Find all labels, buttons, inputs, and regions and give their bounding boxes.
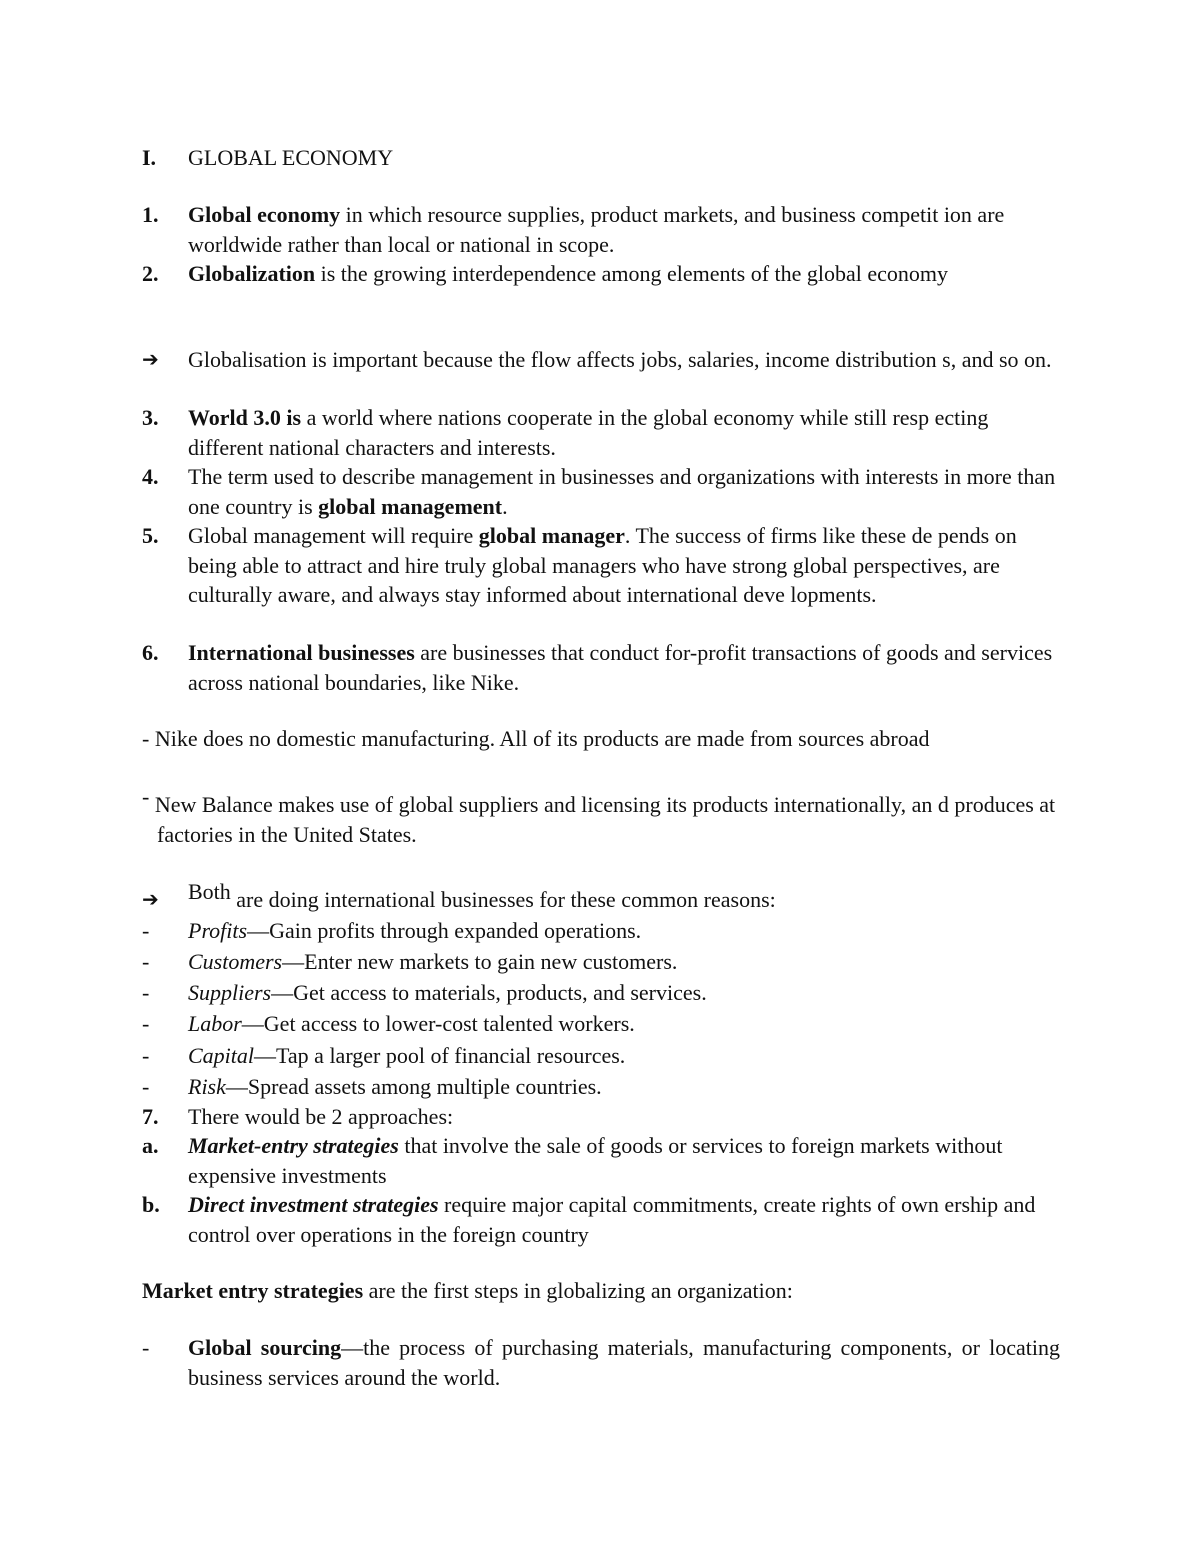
arrow-right-icon: ➔ xyxy=(142,347,159,371)
item-text: There would be 2 approaches: xyxy=(188,1104,454,1129)
reason-desc: —Tap a larger pool of financial resources. xyxy=(254,1043,626,1068)
dash-marker: - xyxy=(142,1011,150,1036)
section-heading xyxy=(142,143,1060,173)
term-direct-investment-strategies: Direct investment strategies xyxy=(188,1192,439,1217)
arrow-right-icon: ➔ xyxy=(142,887,159,911)
term-global-sourcing: Global sourcing xyxy=(188,1335,342,1360)
item-number: 5. xyxy=(142,523,159,548)
paragraph-text: are the first steps in globalizing an organization: xyxy=(363,1278,793,1303)
item-text: in which resource supplies, product markets, and business competit ion are worldwide rather than local or national in scope. xyxy=(188,202,1005,257)
global-sourcing-item xyxy=(142,1333,1060,1392)
item-text: Global management will require xyxy=(188,523,479,548)
reason-customers xyxy=(142,947,1060,977)
term-global-economy: Global economy xyxy=(188,202,341,227)
list-item-7 xyxy=(142,1102,1060,1132)
item-number: 2. xyxy=(142,261,159,286)
item-text: is the growing interdependence among elements of the global economy xyxy=(315,261,949,286)
item-text-end: . The success of firms like these de pends on being able to attract and hire truly global managers who have strong global perspectives, are culturally aware, and always stay informed about international deve lopments. xyxy=(188,523,1017,607)
item-text: —the process of purchasing materials, manufacturing components, or locating business services around the world. xyxy=(188,1335,1060,1390)
arrow-note-globalisation xyxy=(142,345,1060,375)
both-word: Both xyxy=(188,879,231,904)
dash-marker: - xyxy=(142,1335,150,1360)
reason-profits xyxy=(142,916,1060,946)
reason-labor xyxy=(142,1009,1060,1039)
section-title: GLOBAL ECONOMY xyxy=(188,145,394,170)
dash-marker: - xyxy=(142,1074,150,1099)
reason-desc: —Gain profits through expanded operations. xyxy=(247,918,642,943)
list-item-1 xyxy=(142,200,1060,259)
dash-marker: - xyxy=(142,980,150,1005)
item-letter: a. xyxy=(142,1133,159,1158)
term-market-entry: Market entry strategies xyxy=(142,1278,364,1303)
new-balance-text: New Balance makes use of global suppliers and licensing its products internationally, an d produces at factories in the United States. xyxy=(149,792,1056,847)
reason-term: Suppliers xyxy=(188,980,272,1005)
item-text-end: . xyxy=(502,493,508,519)
reason-risk xyxy=(142,1072,1060,1102)
list-item-6 xyxy=(142,638,1060,697)
reason-suppliers xyxy=(142,978,1060,1008)
item-number: 4. xyxy=(142,464,159,489)
item-text: The term used to describe management in businesses and organizations with interests in more than one country is xyxy=(188,464,1056,519)
item-number: 7. xyxy=(142,1104,159,1129)
dash-marker: - xyxy=(142,1043,150,1068)
item-number: 1. xyxy=(142,202,159,227)
approach-b xyxy=(142,1190,1060,1249)
list-item-2 xyxy=(142,259,1060,289)
reason-desc: —Spread assets among multiple countries. xyxy=(225,1074,602,1099)
list-item-4 xyxy=(142,462,1060,521)
reasons-intro-text: are doing international businesses for these common reasons: xyxy=(230,887,776,912)
section-numeral: I. xyxy=(142,145,157,170)
reason-term: Capital xyxy=(188,1043,255,1068)
market-entry-paragraph xyxy=(142,1276,1060,1306)
item-number: 6. xyxy=(142,640,159,665)
term-global-manager: global manager xyxy=(478,523,625,548)
approach-a xyxy=(142,1131,1060,1190)
reason-term: Labor xyxy=(188,1011,242,1036)
dash-marker: - xyxy=(142,918,150,943)
dash-marker: - xyxy=(142,784,150,809)
reason-term: Customers xyxy=(188,949,283,974)
item-text: a world where nations cooperate in the global economy while still resp ecting different national characters and interests. xyxy=(188,405,989,460)
item-text: are businesses that conduct for-profit transactions of goods and services across national boundaries, like Nike. xyxy=(188,640,1053,695)
term-global-management: global management xyxy=(318,493,503,519)
reason-desc: —Enter new markets to gain new customers. xyxy=(282,949,678,974)
reason-term: Profits xyxy=(188,918,248,943)
term-globalization: Globalization xyxy=(188,261,316,286)
list-item-5 xyxy=(142,521,1060,610)
dash-marker: - xyxy=(142,949,150,974)
term-world-3: World 3.0 is xyxy=(188,405,302,430)
arrow-note-text: Globalisation is important because the flow affects jobs, salaries, income distribution s, and so on. xyxy=(188,347,1052,372)
term-market-entry-strategies: Market-entry strategies xyxy=(188,1133,399,1158)
reason-capital xyxy=(142,1041,1060,1071)
nike-note: - Nike does no domestic manufacturing. All of its products are made from sources abroad xyxy=(142,726,930,751)
term-international-businesses: International businesses xyxy=(188,640,415,665)
item-text: that involve the sale of goods or services to foreign markets without expensive investments xyxy=(188,1133,1003,1188)
reason-term: Risk xyxy=(188,1074,226,1099)
reason-desc: —Get access to materials, products, and services. xyxy=(271,980,707,1005)
reason-desc: —Get access to lower-cost talented workers. xyxy=(241,1011,635,1036)
reasons-intro xyxy=(142,879,1060,915)
item-letter: b. xyxy=(142,1192,160,1217)
item-number: 3. xyxy=(142,405,159,430)
list-item-3 xyxy=(142,403,1060,462)
item-text: require major capital commitments, create rights of own ership and control over operations in the foreign country xyxy=(188,1192,1036,1247)
new-balance-note xyxy=(142,784,1060,849)
